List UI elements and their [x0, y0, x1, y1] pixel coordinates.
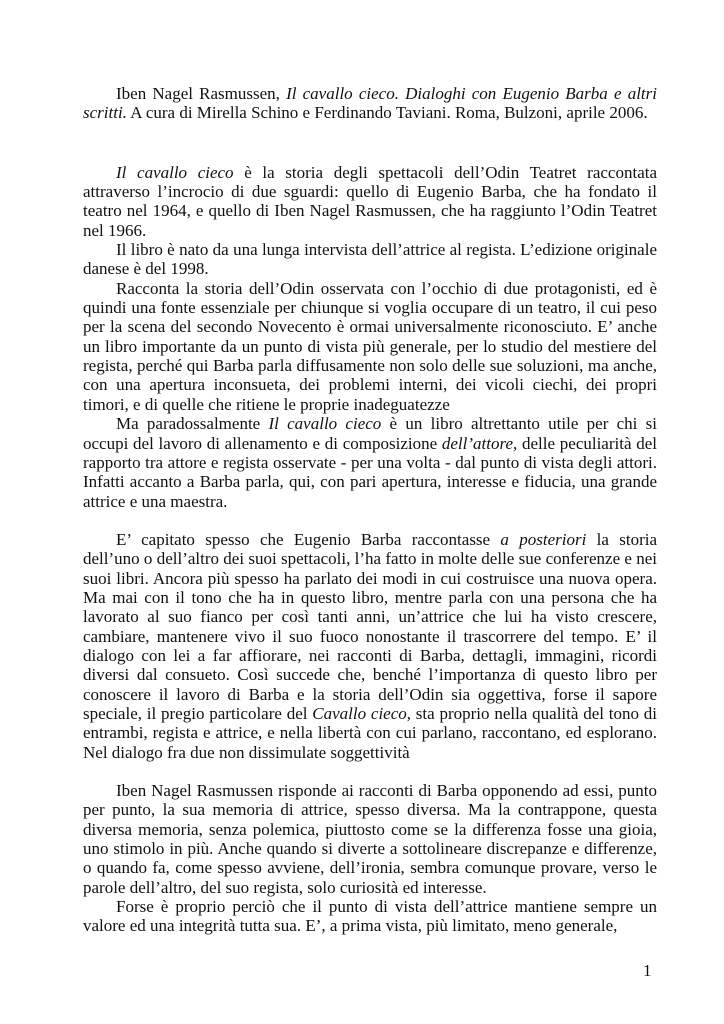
- page-number: 1: [643, 961, 652, 980]
- paragraph-4: [83, 414, 657, 511]
- paragraph-6: Iben Nagel Rasmussen risponde ai racconti di Barba opponendo ad essi, punto per punto, la sua memoria di attrice, spesso diversa. Ma la contrappone, questa diversa memoria, senza polemica, piuttosto come se la differenza fosse una gioia, uno stimolo in più. Anche quando si diverte a sottolineare discrepanze e differenze, o quando fa, come spesso avviene, dell’ironia, sembra comunque provare, verso le parole dell’altro, del suo regista, solo curiosità ed interesse.: [83, 781, 657, 897]
- paragraph-3: Racconta la storia dell’Odin osservata con l’occhio di due protagonisti, ed è quindi una fonte essenziale per chiunque si voglia occupare di un teatro, il cui peso per la scena del secondo Novecento è ormai universalmente riconosciuto. E’ anche un libro importante da un punto di vista più generale, per lo studio del mestiere del regista, perché qui Barba parla diffusamente non solo delle sue soluzioni, ma anche, con una apertura inconsueta, dei problemi interni, dei vicoli ciechi, dei propri timori, e di quelle che ritiene le proprie inadeguatezze: [83, 278, 657, 414]
- book-title-italic: Cavallo cieco,: [312, 703, 412, 723]
- citation-title: Il cavallo cieco. Dialoghi con Eugenio Barba e altri scritti.: [83, 84, 657, 123]
- paragraph-gap: [83, 511, 657, 530]
- paragraph-gap: [83, 762, 657, 781]
- emphasis-italic: a posteriori: [500, 529, 587, 549]
- paragraph-4-text-b: è un libro altrettanto utile per chi si occupi del lavoro di allenamento e di composizione: [83, 414, 657, 453]
- paragraph-2: Il libro è nato da una lunga intervista dell’attrice al regista. L’edizione originale danese è del 1998.: [83, 240, 657, 279]
- paragraph-5: [83, 530, 657, 762]
- paragraph-5-text-c: sta proprio nella qualità del tono di entrambi, regista e attrice, e nella libertà con cui parlano, raccontano, ed esplorano. Nel dialogo fra due non dissimulate soggettività: [83, 703, 657, 762]
- book-title-italic: Il cavallo cieco: [116, 162, 234, 182]
- book-title-italic: Il cavallo cieco: [268, 414, 382, 434]
- emphasis-italic: dell’attore: [441, 433, 514, 453]
- paragraph-1: [83, 163, 657, 240]
- paragraph-1-text: è la storia degli spettacoli dell’Odin Teatret raccontata attraverso l’incrocio di due sguardi: quello di Eugenio Barba, che ha fondato il teatro nel 1964, e quello di Iben Nagel Rasmussen, che ha raggiunto l’Odin Teatret nel 1966.: [83, 162, 658, 240]
- document-body: [83, 84, 657, 936]
- paragraph-4-text-a: Ma paradossalmente: [116, 414, 269, 434]
- book-citation: [83, 84, 657, 123]
- paragraph-4-text-c: , delle peculiarità del rapporto tra attore e regista osservate - per una volta - dal punto di vista degli attori. Infatti accanto a Barba parla, qui, con pari apertura, interesse e fiducia, una grande attrice e una maestra.: [83, 433, 658, 511]
- paragraph-5-text-b: la storia dell’uno o dell’altro dei suoi spettacoli, l’ha fatto in molte delle sue conferenze e nei suoi libri. Ancora più spesso ha parlato dei modi in cui costruisce una nuova opera. Ma mai con il tono che ha in questo libro, mentre parla con una persona che ha lavorato al suo fianco per così tanti anni, un’attrice che lui ha visto crescere, cambiare, mantenere vivo il suo fuoco nonostante il trascorrere del tempo. E’ il dialogo con lei a far affiorare, nei racconti di Barba, dettagli, immagini, ricordi diversi dal consueto. Così succede che, benché l’importanza di questo libro per conoscere il lavoro di Barba e la storia dell’Odin sia oggettiva, forse il sapore speciale, il pregio particolare del: [83, 529, 657, 723]
- paragraph-5-text-a: E’ capitato spesso che Eugenio Barba raccontasse: [116, 529, 501, 549]
- citation-author: Iben Nagel Rasmussen,: [116, 84, 287, 103]
- paragraph-7: Forse è proprio perciò che il punto di vista dell’attrice mantiene sempre un valore ed una integrità tutta sua. E’, a prima vista, più limitato, meno generale,: [83, 897, 657, 936]
- citation-details: A cura di Mirella Schino e Ferdinando Taviani. Roma, Bulzoni, aprile 2006.: [126, 103, 648, 123]
